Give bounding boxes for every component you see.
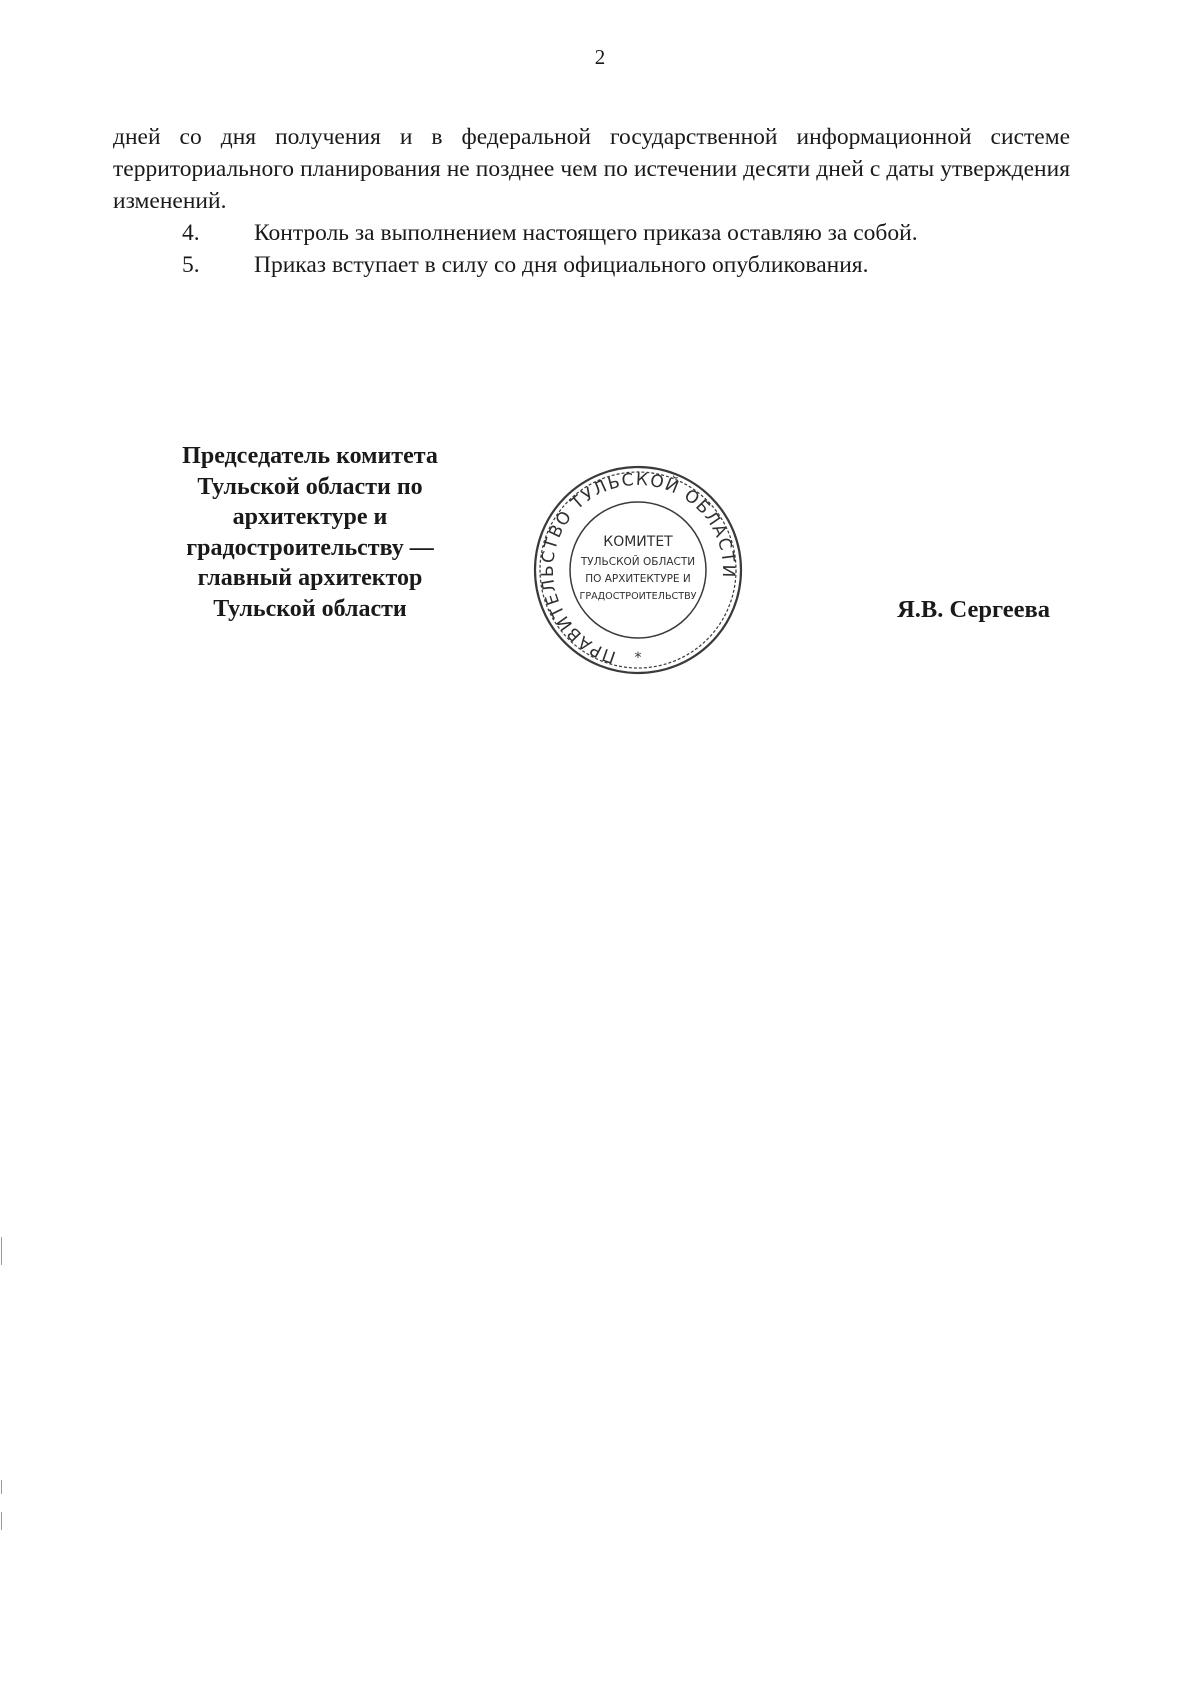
seal-center-line: КОМИТЕТ: [603, 534, 673, 550]
seal-ring-text: ПРАВИТЕЛЬСТВО ТУЛЬСКОЙ ОБЛАСТИ: [537, 469, 739, 667]
continuation-paragraph: дней со дня получения и в федеральной государственной информационной системе территориального планирования не позднее чем по истечении десяти дней с даты утверждения изменений.: [113, 124, 1070, 214]
signer-name: Я.В. Сергеева: [897, 596, 1050, 623]
document-body: [113, 121, 1070, 281]
scan-artifact: [1, 1512, 2, 1530]
signer-position-line: главный архитектор: [197, 565, 423, 591]
signer-position-line: Тульской области по: [197, 473, 423, 500]
seal-center-line: ТУЛЬСКОЙ ОБЛАСТИ: [580, 556, 696, 568]
seal-center-line: ГРАДОСТРОИТЕЛЬСТВУ: [579, 591, 697, 602]
scan-artifact: [1, 1237, 2, 1265]
scan-artifact: [1, 1480, 2, 1494]
list-item-number: 4.: [182, 220, 200, 246]
list-item: [113, 249, 1070, 281]
page-number: 2: [594, 45, 606, 69]
seal-star: *: [634, 650, 642, 666]
signer-position-line: Председатель комитета: [182, 443, 438, 469]
seal-center-line: ПО АРХИТЕКТУРЕ И: [585, 573, 691, 585]
list-item: [113, 217, 1070, 249]
signer-position: [130, 441, 490, 624]
signer-position-line: Тульской области: [213, 595, 407, 622]
seal-outer-ring: [535, 467, 741, 673]
seal-inner-ring: [570, 502, 706, 638]
official-seal: [532, 464, 744, 676]
signer-position-line: градостроительству —: [186, 534, 434, 561]
list-item-text: Приказ вступает в силу со дня официального опубликования.: [254, 252, 869, 278]
list-item-number: 5.: [182, 252, 200, 278]
signer-position-line: архитектуре и: [232, 504, 388, 530]
seal-graphic: [532, 464, 744, 676]
list-item-text: Контроль за выполнением настоящего приказа оставляю за собой.: [254, 220, 918, 246]
